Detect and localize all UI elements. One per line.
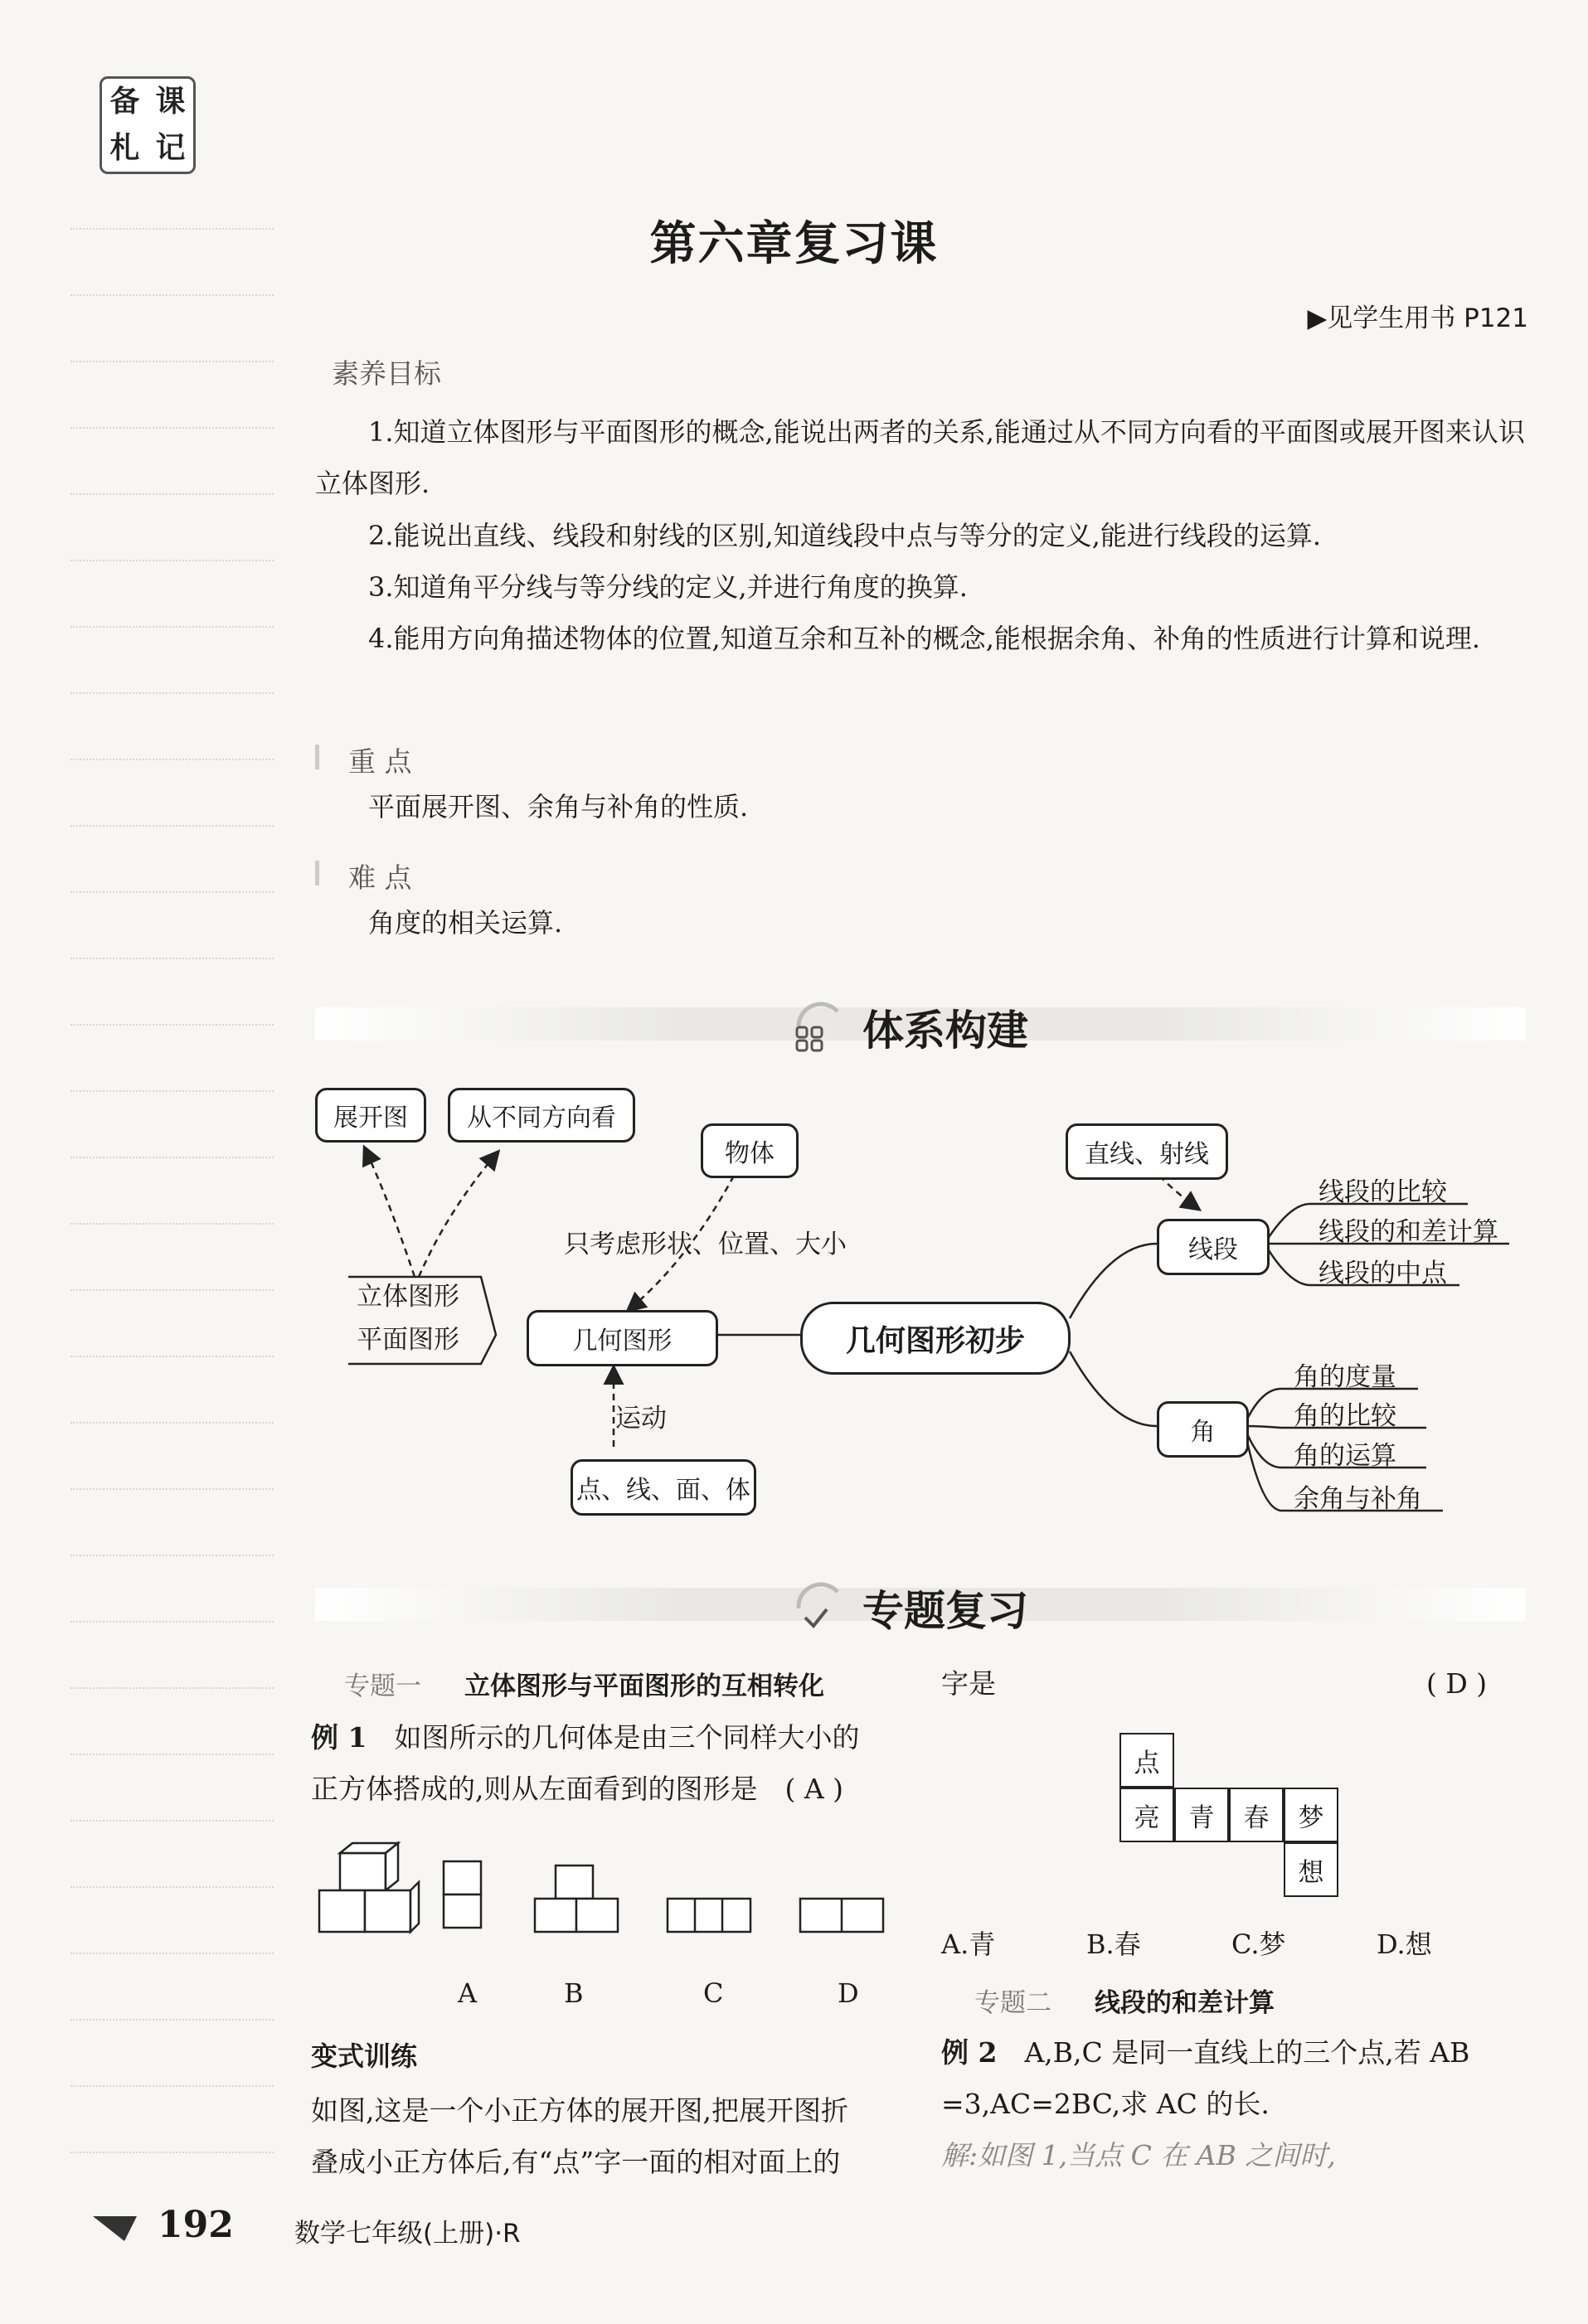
variant-line: 如图,这是一个小正方体的展开图,把展开图折 bbox=[311, 2094, 848, 2127]
angle-item: 余角与补角 bbox=[1294, 1484, 1422, 1514]
example2-text: A,B,C 是同一直线上的三个点,若 AB bbox=[1024, 2036, 1470, 2069]
goal-item: 2.能说出直线、线段和射线的区别,知道线段中点与等分的定义,能进行线段的运算. bbox=[368, 520, 1322, 551]
angle-item: 角的度量 bbox=[1294, 1362, 1396, 1392]
option-label: D bbox=[838, 1977, 859, 2009]
node-plane: 平面图形 bbox=[357, 1325, 459, 1355]
variant-cont: 字是 bbox=[941, 1667, 996, 1700]
stamp-char: 札 bbox=[109, 130, 140, 165]
page-number: 192 bbox=[158, 2204, 234, 2246]
key-point-label: 重 点 bbox=[348, 745, 412, 778]
option-label: D.想 bbox=[1377, 1929, 1432, 1960]
node-angle: 角 bbox=[1157, 1401, 1249, 1458]
variant-text bbox=[311, 2085, 908, 2188]
topic2-tag: 专题二 bbox=[974, 1988, 1051, 2018]
example1-text: 如图所示的几何体是由三个同样大小的 bbox=[394, 1721, 860, 1754]
example1-answer: ( A ) bbox=[784, 1773, 844, 1805]
option-label: C.梦 bbox=[1231, 1929, 1286, 1960]
example1-label: 例 1 bbox=[311, 1721, 367, 1754]
example2-solution: 解:如图 1,当点 C 在 AB 之间时, bbox=[941, 2139, 1336, 2171]
stamp-char: 记 bbox=[155, 130, 186, 165]
example2-label: 例 2 bbox=[941, 2036, 998, 2069]
topic1-title: 立体图形与平面图形的互相转化 bbox=[464, 1671, 824, 1701]
stamp-char: 备 bbox=[109, 84, 140, 119]
node-lines: 直线、射线 bbox=[1066, 1123, 1228, 1180]
difficulty-label: 难 点 bbox=[348, 861, 412, 894]
example1 bbox=[311, 1712, 891, 1815]
angle-item: 角的比较 bbox=[1294, 1401, 1396, 1431]
option-label: A bbox=[458, 1977, 478, 2009]
net-cell: 春 bbox=[1229, 1788, 1284, 1842]
goals-label: 素养目标 bbox=[332, 357, 441, 390]
option-label: C bbox=[703, 1977, 724, 2009]
node-geometry: 几何图形 bbox=[527, 1310, 718, 1366]
book-title: 数学七年级(上册)·R bbox=[294, 2219, 521, 2249]
goal-item: 1.知道立体图形与平面图形的概念,能说出两者的关系,能通过从不同方向看的平面图或展开图来认识立体图形. bbox=[315, 416, 1525, 499]
goal-item: 4.能用方向角描述物体的位置,知道互余和互补的概念,能根据余角、补角的性质进行计算和说理. bbox=[368, 623, 1481, 654]
variant-answer: ( D ) bbox=[1426, 1667, 1488, 1700]
stamp-char: 课 bbox=[155, 84, 186, 119]
node-segment: 线段 bbox=[1157, 1219, 1270, 1275]
example1-text: 正方体搭成的,则从左面看到的图形是 bbox=[311, 1773, 758, 1805]
difficulty-text: 角度的相关运算. bbox=[368, 907, 563, 939]
node-solid: 立体图形 bbox=[357, 1282, 459, 1312]
net-cell: 想 bbox=[1284, 1842, 1338, 1897]
option-label: B bbox=[564, 1977, 584, 2009]
example2-text: =3,AC=2BC,求 AC 的长. bbox=[941, 2088, 1270, 2120]
net-cell: 点 bbox=[1119, 1733, 1174, 1788]
cube-figures bbox=[315, 1836, 896, 1953]
check-icon bbox=[792, 1579, 846, 1633]
node-unfold: 展开图 bbox=[315, 1088, 426, 1143]
option-label: A.青 bbox=[941, 1929, 996, 1960]
variant-label: 变式训练 bbox=[311, 2040, 418, 2072]
node-motion: 运动 bbox=[615, 1404, 667, 1434]
segment-item: 线段的和差计算 bbox=[1318, 1217, 1498, 1247]
reference-link[interactable]: ▶见学生用书 P121 bbox=[1307, 303, 1528, 333]
variant-line: 叠成小正方体后,有“点”字一面的相对面上的 bbox=[311, 2146, 841, 2178]
node-views: 从不同方向看 bbox=[448, 1088, 635, 1143]
key-point-text: 平面展开图、余角与补角的性质. bbox=[368, 791, 749, 822]
node-points: 点、线、面、体 bbox=[571, 1459, 756, 1516]
net-cell: 亮 bbox=[1119, 1788, 1174, 1842]
segment-item: 线段的比较 bbox=[1318, 1177, 1447, 1207]
topic1-tag: 专题一 bbox=[344, 1671, 421, 1701]
page-title: 第六章复习课 bbox=[649, 216, 939, 271]
example2 bbox=[941, 2027, 1538, 2181]
review-title: 专题复习 bbox=[862, 1587, 1028, 1635]
net-cell: 青 bbox=[1174, 1788, 1229, 1842]
footer-arrow-icon bbox=[91, 2210, 141, 2243]
node-consider: 只考虑形状、位置、大小 bbox=[564, 1230, 847, 1259]
node-object: 物体 bbox=[701, 1123, 799, 1178]
segment-item: 线段的中点 bbox=[1318, 1259, 1447, 1288]
goal-item: 3.知道角平分线与等分线的定义,并进行角度的换算. bbox=[368, 571, 968, 603]
net-cell: 梦 bbox=[1284, 1788, 1338, 1842]
node-center: 几何图形初步 bbox=[800, 1302, 1071, 1375]
angle-item: 角的运算 bbox=[1294, 1441, 1396, 1471]
option-label: B.春 bbox=[1086, 1929, 1141, 1960]
topic2-title: 线段的和差计算 bbox=[1095, 1988, 1275, 2018]
system-title: 体系构建 bbox=[862, 1007, 1028, 1055]
